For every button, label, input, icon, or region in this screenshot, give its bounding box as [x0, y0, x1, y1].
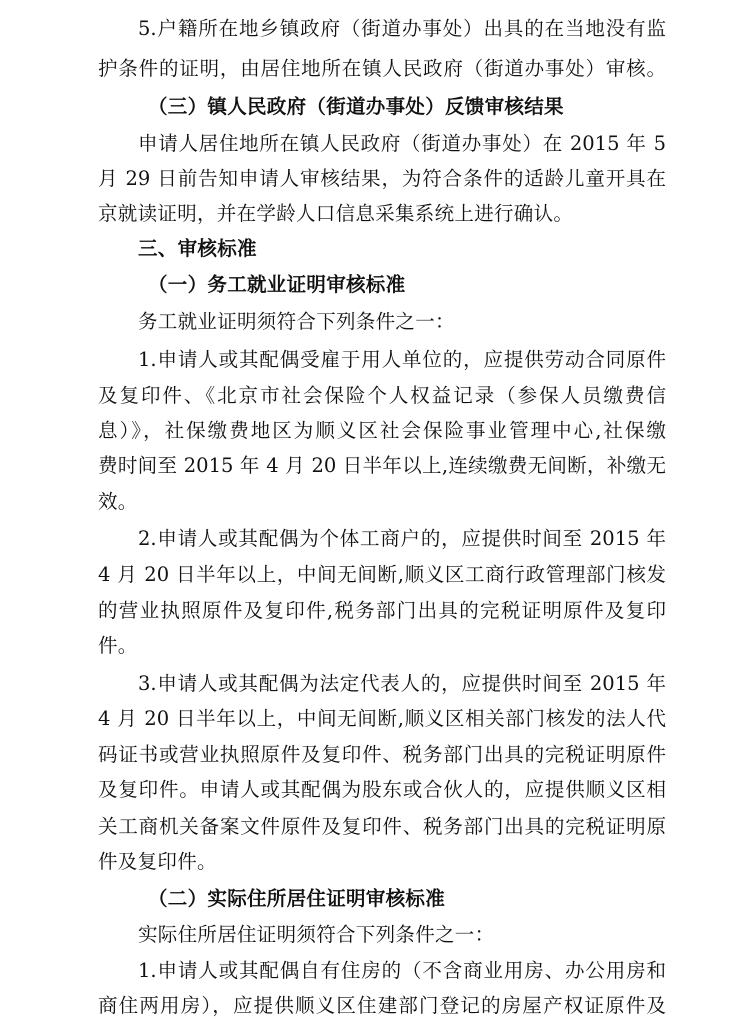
paragraph-line: 息）》，社保缴费地区为顺义区社会保险事业管理中心,社保缴	[98, 419, 666, 442]
paragraph-line: 京就读证明，并在学龄人口信息采集系统上进行确认。	[98, 202, 574, 225]
paragraph-line: 件。	[98, 634, 138, 657]
paragraph-line: 码证书或营业执照原件及复印件、税务部门出具的完税证明原件	[98, 743, 666, 766]
paragraph-line: 3.申请人或其配偶为法定代表人的，应提供时间至 2015 年	[138, 672, 666, 695]
paragraph-line: 务工就业证明须符合下列条件之一：	[138, 310, 455, 333]
paragraph-line: 月 29 日前告知申请人审核结果，为符合条件的适龄儿童开具在	[98, 167, 666, 190]
paragraph-line: 1.申请人或其配偶自有住房的（不含商业用房、办公用房和	[138, 959, 666, 982]
paragraph-line: 4 月 20 日半年以上，中间无间断,顺义区相关部门核发的法人代	[98, 707, 666, 730]
paragraph-line: 实际住所居住证明须符合下列条件之一：	[138, 923, 495, 946]
section-heading: （三）镇人民政府（街道办事处）反馈审核结果	[148, 95, 564, 118]
section-heading: （一）务工就业证明审核标准	[148, 273, 406, 296]
section-heading: （二）实际住所居住证明审核标准	[148, 887, 446, 910]
paragraph-line: 4 月 20 日半年以上，中间无间断,顺义区工商行政管理部门核发	[98, 563, 666, 586]
paragraph-line: 件及复印件。	[98, 850, 217, 873]
paragraph-line: 5.户籍所在地乡镇政府（街道办事处）出具的在当地没有监	[138, 17, 666, 40]
paragraph-line: 效。	[98, 490, 138, 513]
paragraph-line: 及复印件、《北京市社会保险个人权益记录（参保人员缴费信	[98, 384, 666, 407]
paragraph-line: 及复印件。申请人或其配偶为股东或合伙人的，应提供顺义区相	[98, 778, 666, 801]
paragraph-line: 关工商机关备案文件原件及复印件、税务部门出具的完税证明原	[98, 815, 666, 838]
paragraph-line: 商住两用房），应提供顺义区住建部门登记的房屋产权证原件及	[98, 994, 666, 1017]
paragraph-line: 费时间至 2015 年 4 月 20 日半年以上,连续缴费无间断，补缴无	[98, 454, 666, 477]
paragraph-line: 2.申请人或其配偶为个体工商户的，应提供时间至 2015 年	[138, 527, 666, 550]
paragraph-line: 1.申请人或其配偶受雇于用人单位的，应提供劳动合同原件	[138, 348, 666, 371]
paragraph-line: 护条件的证明，由居住地所在镇人民政府（街道办事处）审核。	[98, 57, 666, 80]
section-heading: 三、审核标准	[138, 237, 257, 260]
paragraph-line: 申请人居住地所在镇人民政府（街道办事处）在 2015 年 5	[138, 132, 666, 155]
paragraph-line: 的营业执照原件及复印件,税务部门出具的完税证明原件及复印	[98, 599, 666, 622]
